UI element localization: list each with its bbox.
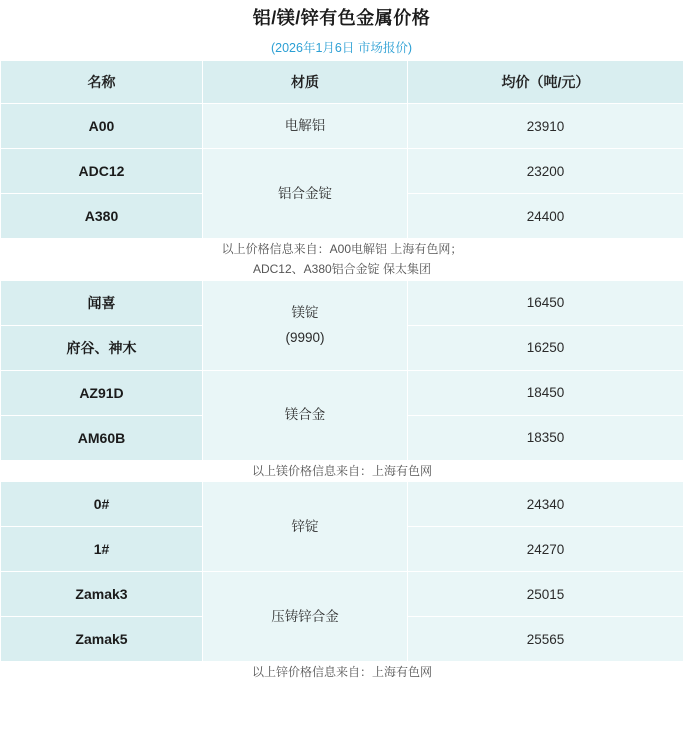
row-name: A00 [1,104,203,149]
row-price: 24270 [408,527,683,572]
row-price: 18350 [408,415,683,460]
row-name: AZ91D [1,370,203,415]
row-material: 电解铝 [203,104,408,149]
row-price: 18450 [408,370,683,415]
table-row [1,482,683,527]
row-name: ADC12 [1,149,203,194]
source-note-line: 以上锌价格信息来自：上海有色网 [251,665,432,680]
source-note [1,239,683,281]
table-row [1,149,683,194]
source-note-row [1,460,683,481]
row-name: Zamak5 [1,617,203,662]
row-price: 25015 [408,572,683,617]
price-table [0,60,683,684]
row-material [203,280,408,370]
table-row [1,104,683,149]
row-material: 压铸锌合金 [203,572,408,662]
row-price: 16250 [408,325,683,370]
source-note [1,662,683,683]
subtitle-bar [0,34,683,60]
row-name: 1# [1,527,203,572]
table-body [1,104,683,684]
table-header [1,61,683,104]
row-price: 24340 [408,482,683,527]
column-header-material: 材质 [203,61,408,104]
source-note-line: ADC12、A380铝合金锭 保太集团 [252,262,432,277]
row-price: 23200 [408,149,683,194]
column-header-price: 均价（吨/元） [408,61,683,104]
row-material-sub: (9990) [285,330,325,346]
row-name: Zamak3 [1,572,203,617]
column-header-name: 名称 [1,61,203,104]
row-material-main: 镁锭 [291,304,319,320]
row-name: A380 [1,194,203,239]
table-row [1,280,683,325]
title-bar [0,0,683,34]
source-note-row [1,239,683,281]
source-note-row [1,662,683,683]
row-name: 府谷、神木 [1,325,203,370]
row-material: 铝合金锭 [203,149,408,239]
row-name: 0# [1,482,203,527]
source-note-line: 以上价格信息来自：A00电解铝 上海有色网； [221,242,463,256]
row-name: 闻喜 [1,280,203,325]
page-title: 铝/镁/锌有色金属价格 [252,8,431,28]
row-material: 镁合金 [203,370,408,460]
row-name: AM60B [1,415,203,460]
table-row [1,572,683,617]
row-material: 锌锭 [203,482,408,572]
row-price: 25565 [408,617,683,662]
header-row [1,61,683,104]
row-price: 23910 [408,104,683,149]
quote-date: (2026年1月6日 市场报价) [270,41,412,55]
row-price: 16450 [408,280,683,325]
source-note-line: 以上镁价格信息来自：上海有色网 [251,463,432,478]
source-note [1,460,683,481]
row-price: 24400 [408,194,683,239]
table-row [1,370,683,415]
